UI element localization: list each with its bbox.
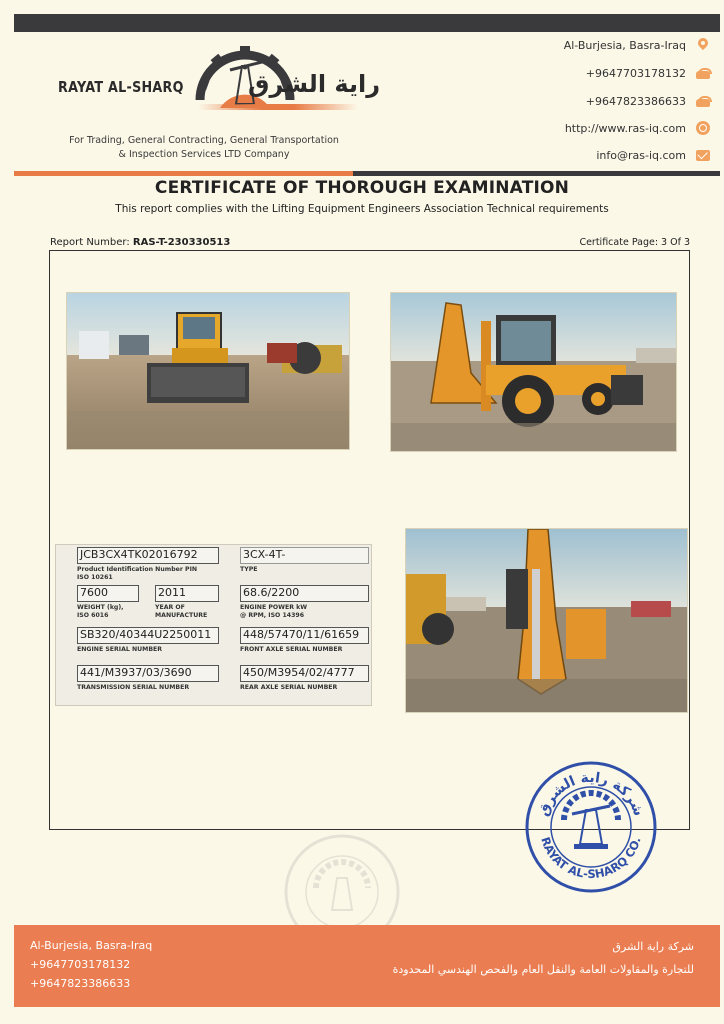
engine-serial-value: SB320/40344U2250011	[77, 627, 219, 644]
stamp-text-en: RAYAT AL-SHARQ CO.	[538, 835, 644, 882]
type-label: TYPE	[240, 566, 258, 573]
company-line-1: For Trading, General Contracting, General Transportation	[69, 135, 339, 146]
transmission-serial-label: TRANSMISSION SERIAL NUMBER	[77, 684, 190, 691]
front-axle-label: FRONT AXLE SERIAL NUMBER	[240, 646, 343, 653]
contact-phone-1-text: +9647703178132	[585, 66, 686, 80]
engine-power-value: 68.6/2200	[240, 585, 369, 602]
certificate-title: CERTIFICATE OF THOROUGH EXAMINATION	[154, 178, 570, 198]
contact-phone-1	[586, 66, 710, 80]
photo-backhoe-boom	[405, 528, 688, 713]
transmission-serial-value: 441/M3937/03/3690	[77, 665, 219, 682]
phone-icon	[696, 66, 710, 80]
photo-backhoe-side-image	[391, 293, 677, 452]
pin-value: JCB3CX4TK02016792	[77, 547, 219, 564]
equipment-nameplate	[55, 544, 372, 706]
logo-swoosh	[198, 104, 358, 110]
engine-power-label: ENGINE POWER kW @ RPM, ISO 14396	[240, 604, 308, 619]
company-description	[54, 134, 354, 162]
report-number-line	[50, 237, 230, 248]
photo-backhoe-front	[66, 292, 350, 450]
report-number-value: RAS-T-230330513	[132, 237, 231, 248]
type-value: 3CX-4T-	[240, 547, 369, 564]
contact-phone-2-text: +9647823386633	[585, 94, 686, 108]
logo-text-en: RAYAT AL-SHARQ	[58, 78, 184, 96]
contact-email	[596, 149, 710, 162]
phone-icon	[696, 94, 710, 108]
year-label: YEAR OF MANUFACTURE	[155, 604, 208, 619]
front-axle-value: 448/57470/11/61659	[240, 627, 369, 644]
certificate-page-indicator: Certificate Page: 3 Of 3	[579, 237, 690, 248]
footer-company-ar: شركة راية الشرق	[612, 940, 694, 953]
pin-label: Product Identification Number PIN ISO 10261	[77, 566, 198, 581]
contact-email-text: info@ras-iq.com	[596, 149, 686, 162]
contact-address-text: Al-Burjesia, Basra-Iraq	[563, 38, 686, 52]
footer-contacts	[30, 936, 152, 993]
contact-phone-2	[586, 94, 710, 108]
footer-phone-1: +9647703178132	[30, 958, 131, 971]
weight-value: 7600	[77, 585, 139, 602]
footer-company-description-ar: للتجارة والمقاولات العامة والنقل العام والفحص الهندسي المحدودة	[392, 963, 694, 976]
location-pin-icon	[696, 38, 710, 52]
photo-backhoe-boom-image	[406, 529, 688, 713]
footer-address: Al-Burjesia, Basra-Iraq	[30, 939, 153, 952]
weight-label: WEIGHT (kg), ISO 6016	[77, 604, 124, 619]
header-top-bar	[14, 14, 720, 32]
photo-backhoe-front-image	[67, 293, 350, 450]
globe-icon	[696, 121, 710, 135]
logo-text-ar: راية الشرق	[248, 70, 381, 98]
company-logo	[58, 36, 381, 136]
company-stamp	[524, 760, 658, 894]
certificate-subtitle: This report complies with the Lifting Equipment Engineers Association Technical requirements	[115, 203, 609, 215]
report-number-label: Report Number:	[50, 237, 130, 248]
stamp-text-ar: شركة راية الشرق	[535, 769, 647, 819]
engine-serial-label: ENGINE SERIAL NUMBER	[77, 646, 163, 653]
rear-axle-value: 450/M3954/02/4777	[240, 665, 369, 682]
rear-axle-label: REAR AXLE SERIAL NUMBER	[240, 684, 338, 691]
contact-address	[564, 38, 710, 52]
contact-website-text: http://www.ras-iq.com	[564, 121, 686, 135]
envelope-icon	[696, 150, 710, 161]
footer-phone-2: +9647823386633	[30, 977, 131, 990]
contact-website	[565, 121, 710, 135]
company-line-2: & Inspection Services LTD Company	[118, 149, 290, 160]
photo-backhoe-side	[390, 292, 677, 452]
year-value: 2011	[155, 585, 219, 602]
header-divider	[14, 171, 720, 176]
